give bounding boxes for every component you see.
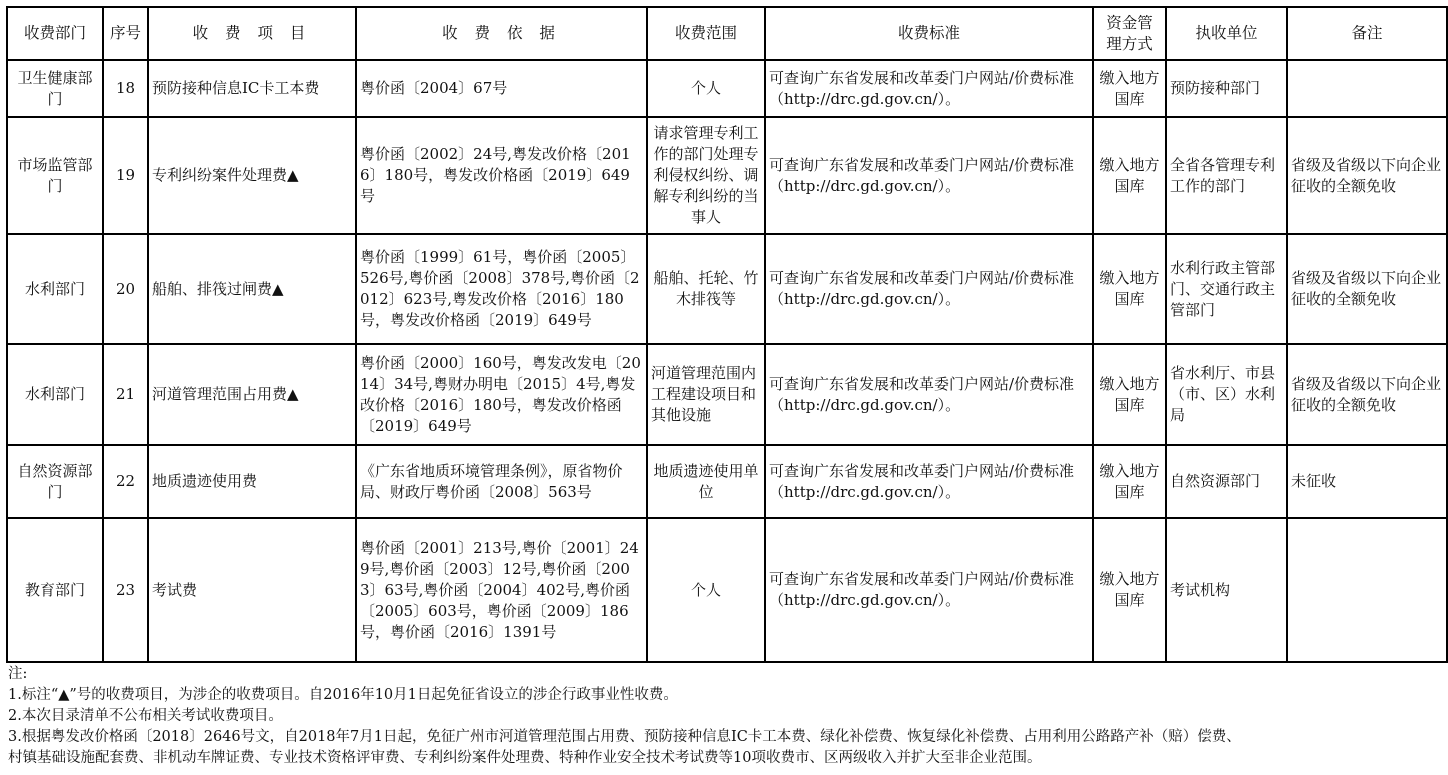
cell-item: 考试费 [148,518,356,662]
cell-fund: 缴入地方国库 [1093,234,1166,344]
cell-fund: 缴入地方国库 [1093,344,1166,445]
header-fund: 资金管理方式 [1093,7,1166,60]
cell-remark: 未征收 [1287,445,1447,518]
table-row [7,518,1447,662]
note-item-3: 3.根据粤发改价格函〔2018〕2646号文，自2018年7月1日起，免征广州市河道管理范围占用费、预防接种信息IC卡工本费、绿化补偿费、恢复绿化补偿费、占用利用公路路产补（赔）偿费、 [8,729,1241,745]
cell-scope: 个人 [647,60,765,117]
table-row [7,445,1447,518]
table-row [7,234,1447,344]
cell-standard: 可查询广东省发展和改革委门户网站/价费标准（http://drc.gd.gov.cn/）。 [765,117,1093,234]
cell-basis: 粤价函〔2001〕213号,粤价〔2001〕249号,粤价函〔2003〕12号,粤价函〔2003〕63号,粤价函〔2004〕402号,粤价函〔2005〕603号，粤价函〔2009〕186号，粤价函〔2016〕1391号 [356,518,647,662]
cell-seq: 23 [103,518,148,662]
cell-standard: 可查询广东省发展和改革委门户网站/价费标准（http://drc.gd.gov.cn/）。 [765,60,1093,117]
cell-unit: 省水利厅、市县（市、区）水利局 [1166,344,1287,445]
cell-standard: 可查询广东省发展和改革委门户网站/价费标准（http://drc.gd.gov.cn/）。 [765,445,1093,518]
cell-fund: 缴入地方国库 [1093,60,1166,117]
cell-scope: 个人 [647,518,765,662]
table-row [7,344,1447,445]
cell-remark [1287,518,1447,662]
cell-remark: 省级及省级以下向企业征收的全额免收 [1287,234,1447,344]
cell-basis: 《广东省地质环境管理条例》，原省物价局、财政厅粤价函〔2008〕563号 [356,445,647,518]
header-row [7,7,1447,60]
notes-section [8,664,1448,769]
cell-standard: 可查询广东省发展和改革委门户网站/价费标准（http://drc.gd.gov.cn/）。 [765,234,1093,344]
cell-unit: 考试机构 [1166,518,1287,662]
cell-remark [1287,60,1447,117]
cell-dept: 水利部门 [7,344,103,445]
cell-seq: 20 [103,234,148,344]
header-standard: 收费标准 [765,7,1093,60]
header-unit: 执收单位 [1166,7,1287,60]
cell-scope: 河道管理范围内工程建设项目和其他设施 [647,344,765,445]
note-item-1: 1.标注“▲”号的收费项目，为涉企的收费项目。自2016年10月1日起免征省设立的涉企行政事业性收费。 [8,687,678,703]
cell-remark: 省级及省级以下向企业征收的全额免收 [1287,344,1447,445]
table-row [7,117,1447,234]
cell-standard: 可查询广东省发展和改革委门户网站/价费标准（http://drc.gd.gov.cn/）。 [765,518,1093,662]
cell-item: 预防接种信息IC卡工本费 [148,60,356,117]
note-item-3-continued: 村镇基础设施配套费、非机动车牌证费、专业技术资格评审费、专利纠纷案件处理费、特种作业安全技术考试费等10项收费市、区两级收入并扩大至非企业范围。 [8,750,1042,766]
cell-basis: 粤价函〔2002〕24号,粤发改价格〔2016〕180号，粤发改价格函〔2019〕649号 [356,117,647,234]
cell-unit: 全省各管理专利工作的部门 [1166,117,1287,234]
header-seq: 序号 [103,7,148,60]
cell-dept: 市场监管部门 [7,117,103,234]
cell-seq: 19 [103,117,148,234]
header-dept: 收费部门 [7,7,103,60]
cell-scope: 请求管理专利工作的部门处理专利侵权纠纷、调解专利纠纷的当事人 [647,117,765,234]
cell-unit: 自然资源部门 [1166,445,1287,518]
cell-seq: 18 [103,60,148,117]
cell-seq: 22 [103,445,148,518]
cell-fund: 缴入地方国库 [1093,518,1166,662]
cell-unit: 预防接种部门 [1166,60,1287,117]
cell-dept: 卫生健康部门 [7,60,103,117]
cell-dept: 教育部门 [7,518,103,662]
cell-standard: 可查询广东省发展和改革委门户网站/价费标准（http://drc.gd.gov.cn/）。 [765,344,1093,445]
cell-basis: 粤价函〔1999〕61号，粤价函〔2005〕526号,粤价函〔2008〕378号,粤价函〔2012〕623号,粤发改价格〔2016〕180号，粤发改价格函〔2019〕649号 [356,234,647,344]
cell-unit: 水利行政主管部门、交通行政主管部门 [1166,234,1287,344]
cell-fund: 缴入地方国库 [1093,445,1166,518]
table-row [7,60,1447,117]
header-basis: 收 费 依 据 [356,7,647,60]
cell-scope: 船舶、托轮、竹木排筏等 [647,234,765,344]
header-scope: 收费范围 [647,7,765,60]
cell-dept: 自然资源部门 [7,445,103,518]
cell-item: 专利纠纷案件处理费▲ [148,117,356,234]
cell-scope: 地质遗迹使用单位 [647,445,765,518]
cell-basis: 粤价函〔2004〕67号 [356,60,647,117]
cell-item: 船舶、排筏过闸费▲ [148,234,356,344]
fee-catalog-table [6,6,1448,663]
cell-item: 河道管理范围占用费▲ [148,344,356,445]
header-item: 收 费 项 目 [148,7,356,60]
header-remark: 备注 [1287,7,1447,60]
note-item-2: 2.本次目录清单不公布相关考试收费项目。 [8,708,283,724]
cell-seq: 21 [103,344,148,445]
cell-dept: 水利部门 [7,234,103,344]
cell-basis: 粤价函〔2000〕160号，粤发改发电〔2014〕34号,粤财办明电〔2015〕4号,粤发改价格〔2016〕180号，粤发改价格函〔2019〕649号 [356,344,647,445]
cell-item: 地质遗迹使用费 [148,445,356,518]
notes-title: 注: [8,666,28,682]
cell-fund: 缴入地方国库 [1093,117,1166,234]
cell-remark: 省级及省级以下向企业征收的全额免收 [1287,117,1447,234]
